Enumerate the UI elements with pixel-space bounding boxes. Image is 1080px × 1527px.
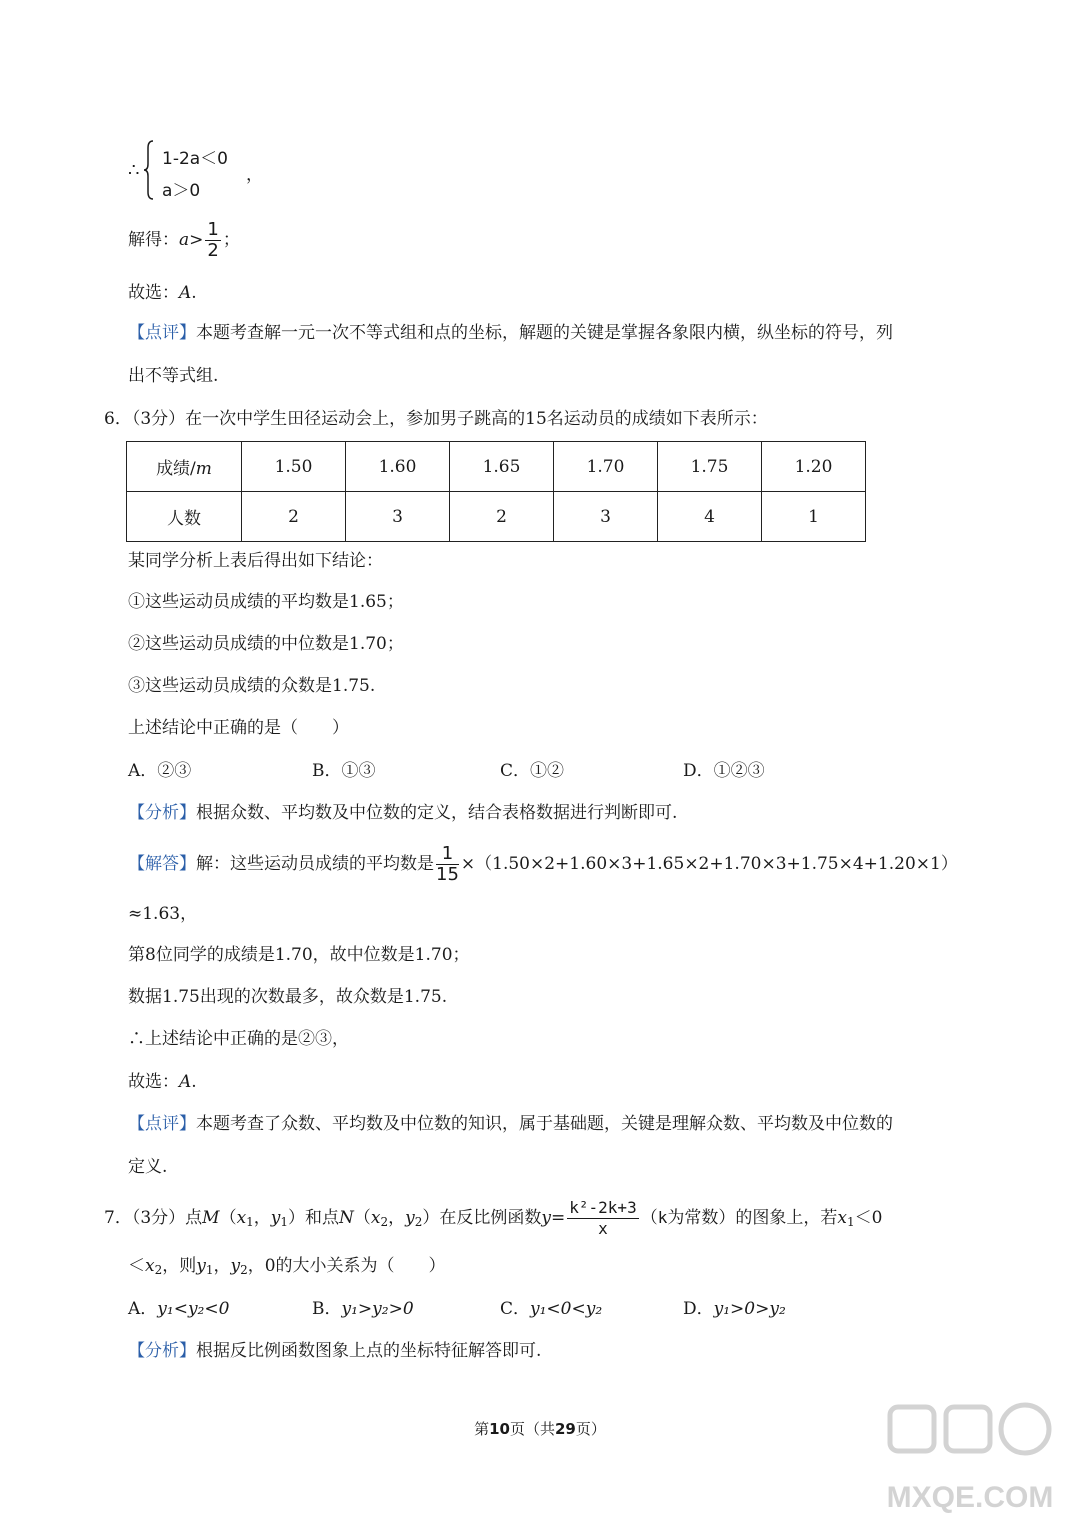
var-x: x [370, 1208, 381, 1228]
table-cell: 1.75 [658, 442, 762, 492]
option-label: C． [500, 1299, 531, 1319]
q6-comment-line-1 [128, 1116, 893, 1133]
point-m: M [202, 1208, 220, 1228]
q7-option-d [683, 1301, 786, 1318]
option-label: D． [683, 1299, 714, 1319]
footer-text: 页（共 [509, 1420, 555, 1438]
option-text: y₁>y₂>0 [341, 1299, 414, 1319]
option-label: A． [128, 1299, 158, 1319]
solve-variable: a [179, 230, 190, 250]
fraction-numerator: k²-2k+3 [569, 1198, 637, 1217]
fraction-one-fifteenth [436, 844, 459, 885]
q6-option-b: B．①③ [312, 761, 376, 781]
q7-stem-line-1 [104, 1196, 882, 1244]
option-text: y₁>0>y₂ [713, 1299, 786, 1319]
inequality-line-1: 1-2a＜0 [162, 149, 228, 169]
subscript: 2 [380, 1215, 389, 1229]
var-x: x [236, 1208, 247, 1228]
stem-text: ， [388, 1208, 406, 1228]
var-y: y [230, 1256, 241, 1276]
q6-answer-line-1 [128, 842, 958, 886]
watermark-logo-icon [880, 1399, 1060, 1519]
var-k: k [657, 1208, 668, 1227]
stem-text: ，则 [162, 1256, 197, 1276]
option-label: B． [312, 1299, 342, 1319]
inequality-line-2: a＞0 [162, 181, 201, 201]
fraction-one-half [205, 220, 220, 261]
answer-post: ×（1.50×2+1.60×3+1.65×2+1.70×3+1.75×4+1.20×1） [460, 854, 958, 874]
answer-tag: 【解答】 [128, 854, 196, 874]
watermark-text: MXQE.COM [886, 1481, 1054, 1514]
left-brace-icon [144, 140, 154, 200]
table-cell: 4 [658, 492, 762, 542]
q6-comment-line-2: 定义. [128, 1157, 168, 1177]
q5-comment-line-1 [128, 325, 893, 342]
stem-text: ， [253, 1208, 271, 1228]
solve-gt: > [189, 230, 204, 250]
table-cell: 1.65 [450, 442, 554, 492]
choice-end: . [191, 1072, 197, 1092]
stem-text: ）在反比例函数 [422, 1208, 542, 1228]
q6-answer-line-2: ≈1.63， [128, 904, 198, 924]
analysis-tag: 【分析】 [128, 803, 196, 823]
table-header-count: 人数 [127, 492, 242, 542]
q6-option-d: D．①②③ [683, 761, 765, 781]
fraction-numerator: 1 [207, 219, 219, 240]
answer-pre: 解：这些运动员成绩的平均数是 [196, 854, 434, 874]
q6-answer-line-5: ∴上述结论中正确的是②③， [128, 1029, 349, 1049]
fraction-denominator: x [598, 1219, 608, 1238]
analysis-tag: 【分析】 [128, 1341, 196, 1361]
table-cell: 3 [554, 492, 658, 542]
q5-choice [128, 285, 197, 302]
table-header-score [127, 442, 242, 492]
table-cell: 2 [450, 492, 554, 542]
header-text: 成绩/ [156, 459, 196, 479]
table-cell: 1.50 [242, 442, 346, 492]
var-y: y [270, 1208, 281, 1228]
var-y: y [405, 1208, 415, 1228]
q6-question: 上述结论中正确的是（ ） [128, 718, 349, 738]
q6-answer-line-4: 数据1.75出现的次数最多，故众数是1.75. [128, 987, 448, 1007]
stem-text: ＜ [128, 1256, 145, 1276]
fraction-numerator: 1 [436, 844, 459, 865]
table-row [127, 492, 866, 542]
page-number: 10 [489, 1420, 510, 1438]
point-n: N [339, 1208, 354, 1228]
stem-text: ）和点 [288, 1208, 340, 1228]
stem-text: 7．（3分）点 [104, 1208, 203, 1228]
fraction-denominator: 2 [207, 240, 219, 261]
var-x: x [145, 1256, 155, 1276]
q6-conclusion-2: ②这些运动员成绩的中位数是1.70； [128, 634, 404, 654]
table-cell: 1.70 [554, 442, 658, 492]
q6-conclusion-3: ③这些运动员成绩的众数是1.75. [128, 676, 376, 696]
table-cell: 1.60 [346, 442, 450, 492]
q7-option-b [312, 1301, 414, 1318]
equals-sign: = [551, 1208, 566, 1228]
table-cell: 1.20 [762, 442, 866, 492]
footer-text: 页） [575, 1420, 606, 1438]
stem-text: （ [640, 1208, 658, 1228]
choice-end: . [191, 283, 197, 303]
solve-end: ； [222, 230, 240, 250]
stem-text: ＜0 [854, 1208, 883, 1228]
subscript: 1 [205, 1263, 214, 1277]
comment-text: 本题考查了众数、平均数及中位数的知识，属于基础题，关键是理解众数、平均数及中位数的 [196, 1114, 893, 1134]
system-comma: ， [246, 165, 263, 185]
choice-answer: A [179, 1072, 192, 1092]
q6-conclusion-1: ①这些运动员成绩的平均数是1.65； [128, 592, 404, 612]
var-x: x [837, 1208, 847, 1228]
analysis-text: 根据众数、平均数及中位数的定义，结合表格数据进行判断即可. [196, 803, 678, 823]
function-fraction [567, 1198, 638, 1239]
therefore-symbol: ∴ [128, 160, 140, 181]
table-cell: 3 [346, 492, 450, 542]
solve-prefix: 解得： [128, 230, 179, 250]
q6-answer-line-3: 第8位同学的成绩是1.70，故中位数是1.70； [128, 945, 470, 965]
subscript: 1 [280, 1215, 289, 1229]
footer-text: 第 [474, 1420, 490, 1438]
table-row [127, 442, 866, 492]
stem-text: （ [219, 1208, 237, 1228]
choice-text: 故选： [128, 283, 179, 303]
subscript: 1 [246, 1215, 254, 1229]
stem-text: （ [353, 1208, 371, 1228]
q7-analysis [128, 1343, 541, 1360]
score-table [126, 441, 866, 542]
header-unit: m [195, 459, 212, 479]
analysis-text: 根据反比例函数图象上点的坐标特征解答即可. [196, 1341, 542, 1361]
q6-option-a: A．②③ [128, 761, 192, 781]
q7-stem-line-2 [128, 1258, 446, 1276]
table-cell: 2 [242, 492, 346, 542]
stem-text: ，0的大小关系为（ ） [247, 1256, 446, 1276]
choice-text: 故选： [128, 1072, 179, 1092]
q6-choice [128, 1074, 197, 1091]
stem-text: 为常数）的图象上，若 [667, 1208, 838, 1228]
q7-option-a [128, 1301, 229, 1318]
choice-answer: A [179, 283, 192, 303]
q6-option-c: C．①② [500, 761, 565, 781]
q6-intro: 某同学分析上表后得出如下结论： [128, 551, 383, 571]
table-cell: 1 [762, 492, 866, 542]
subscript: 2 [240, 1263, 248, 1277]
var-y: y [541, 1208, 552, 1228]
q6-stem: 6．（3分）在一次中学生田径运动会上，参加男子跳高的15名运动员的成绩如下表所示： [104, 409, 768, 429]
var-y: y [196, 1256, 206, 1276]
comment-tag: 【点评】 [128, 1114, 196, 1134]
page-total: 29 [555, 1420, 576, 1438]
solve-line [128, 220, 240, 261]
stem-text: ， [213, 1256, 231, 1276]
option-text: y₁<y₂<0 [157, 1299, 230, 1319]
q7-option-c [500, 1301, 602, 1318]
q5-comment-line-2: 出不等式组. [128, 366, 219, 386]
subscript: 2 [154, 1263, 163, 1277]
option-text: y₁<0<y₂ [530, 1299, 603, 1319]
comment-tag: 【点评】 [128, 323, 196, 343]
q6-analysis [128, 805, 677, 822]
fraction-denominator: 15 [436, 864, 459, 885]
subscript: 2 [414, 1215, 423, 1229]
comment-text: 本题考查解一元一次不等式组和点的坐标，解题的关键是掌握各象限内横，纵坐标的符号，列 [196, 323, 893, 343]
subscript: 1 [846, 1215, 855, 1229]
